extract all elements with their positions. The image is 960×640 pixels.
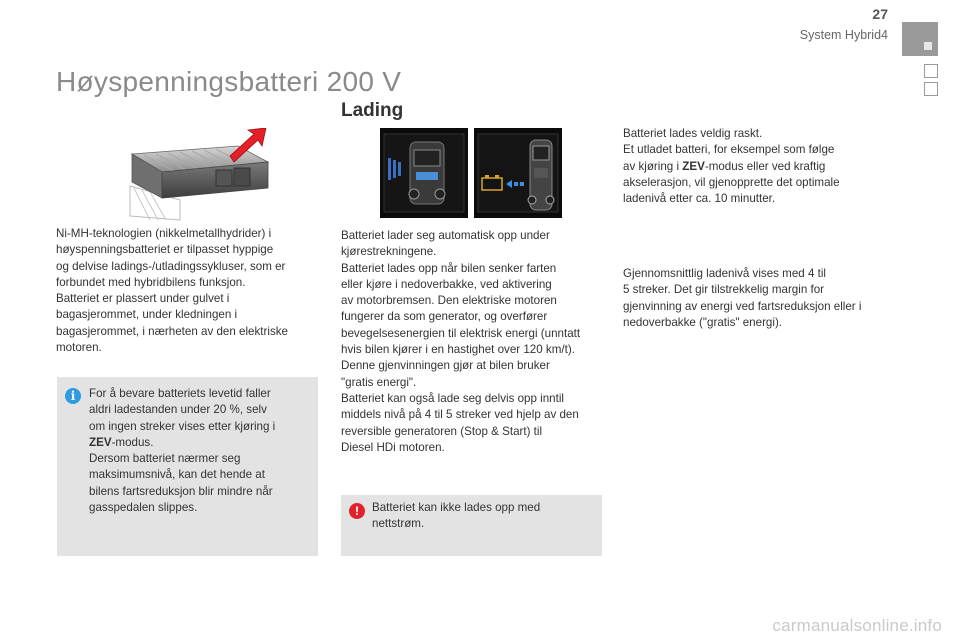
energy-flow-display-image xyxy=(380,128,468,218)
text-line: aldri ladestanden under 20 %, selv xyxy=(89,403,267,417)
text-line: Batteriet lades veldig raskt. xyxy=(623,127,763,140)
chapter-tab-box-2 xyxy=(924,82,938,96)
chapter-tab-marker xyxy=(924,42,932,50)
text-line: ladenivå etter ca. 10 minutter. xyxy=(623,192,776,206)
info-text xyxy=(89,386,311,516)
text-line: om ingen streker vises etter kjøring i xyxy=(89,419,276,433)
text-line: gjenvinning av energi ved fartsreduksjon eller i xyxy=(623,299,862,313)
text-line: Batteriet er plassert under gulvet i xyxy=(56,292,230,306)
text-line: fungerer da som generator, og overfører xyxy=(341,310,548,324)
charge-level-description xyxy=(623,266,903,331)
text-fragment: -modus eller ved kraftig xyxy=(704,159,826,173)
text-line: Ni-MH-teknologien (nikkelmetallhydrider) i xyxy=(56,227,272,240)
battery-description xyxy=(56,226,304,356)
text-fragment: av kjøring i xyxy=(623,159,683,173)
lading-description xyxy=(341,228,611,456)
text-line: eller kjøre i nedoverbakke, ved aktivering xyxy=(341,277,552,291)
warning-text xyxy=(372,500,594,533)
battery-illustration xyxy=(120,128,280,224)
text-line: Diesel HDi motoren. xyxy=(341,440,445,454)
text-line: nedoverbakke ("gratis" energi). xyxy=(623,315,783,329)
text-line: Gjennomsnittlig ladenivå vises med 4 til xyxy=(623,267,826,280)
text-line: høyspenningsbatteriet er tilpasset hyppige xyxy=(56,243,274,257)
text-line: Batteriet kan også lade seg delvis opp inntil xyxy=(341,391,564,405)
text-line: akselerasjon, vil gjenopprette det optimale xyxy=(623,175,840,189)
text-line: 5 streker. Det gir tilstrekkelig margin for xyxy=(623,283,825,297)
text-line xyxy=(89,435,311,451)
text-line: nettstrøm. xyxy=(372,517,425,531)
text-line: maksimumsnivå, kan det hende at xyxy=(89,468,265,482)
text-line: middels nivå på 4 til 5 streker ved hjelp av den xyxy=(341,408,579,422)
zev-label: ZEV xyxy=(89,435,112,449)
info-icon: i xyxy=(65,388,81,404)
text-line: hvis bilen kjører i en hastighet over 120 km/t). xyxy=(341,343,575,357)
text-line: bagasjerommet, under kledningen i xyxy=(56,308,238,322)
text-line: Denne gjenvinningen gjør at bilen bruker xyxy=(341,359,550,373)
text-line: bilens fartsreduksjon blir mindre når xyxy=(89,484,273,498)
text-line: og delvise ladings-/utladingssykluser, som er xyxy=(56,259,286,273)
text-line: Batteriet lader seg automatisk opp under xyxy=(341,229,550,242)
text-line: "gratis energi". xyxy=(341,375,417,389)
text-line: bagasjerommet, i nærheten av den elektriske xyxy=(56,324,288,338)
text-line: motoren. xyxy=(56,341,102,355)
footer-watermark: carmanualsonline.info xyxy=(772,616,942,635)
page-title: Høyspenningsbatteri 200 V xyxy=(56,66,402,97)
text-line: reversible generatoren (Stop & Start) til xyxy=(341,424,543,438)
section-title-lading: Lading xyxy=(341,100,404,121)
fast-charge-description xyxy=(623,126,903,207)
text-line: kjørestrekningene. xyxy=(341,245,437,259)
text-line: Batteriet kan ikke lades opp med xyxy=(372,501,541,514)
text-line: bevegelsesenergien til elektrisk energi (unntatt xyxy=(341,326,581,340)
text-line: Batteriet lades opp når bilen senker farten xyxy=(341,261,557,275)
page-number: 27 xyxy=(872,6,888,22)
chapter-tab xyxy=(902,22,938,56)
text-line xyxy=(623,159,903,175)
text-fragment: -modus. xyxy=(111,435,154,449)
chapter-tab-box-1 xyxy=(924,64,938,78)
text-line: Dersom batteriet nærmer seg xyxy=(89,452,241,466)
text-line: gasspedalen slippes. xyxy=(89,501,198,515)
text-line: Et utladet batteri, for eksempel som følge xyxy=(623,143,835,157)
battery-charging-display-image xyxy=(474,128,562,218)
chapter-title: System Hybrid4 xyxy=(799,28,888,42)
zev-label: ZEV xyxy=(682,159,705,173)
text-line: av motorbremsen. Den elektriske motoren xyxy=(341,294,557,308)
text-line: forbundet med hybridbilens funksjon. xyxy=(56,275,246,289)
warning-icon: ! xyxy=(349,503,365,519)
text-line: For å bevare batteriets levetid faller xyxy=(89,387,271,400)
